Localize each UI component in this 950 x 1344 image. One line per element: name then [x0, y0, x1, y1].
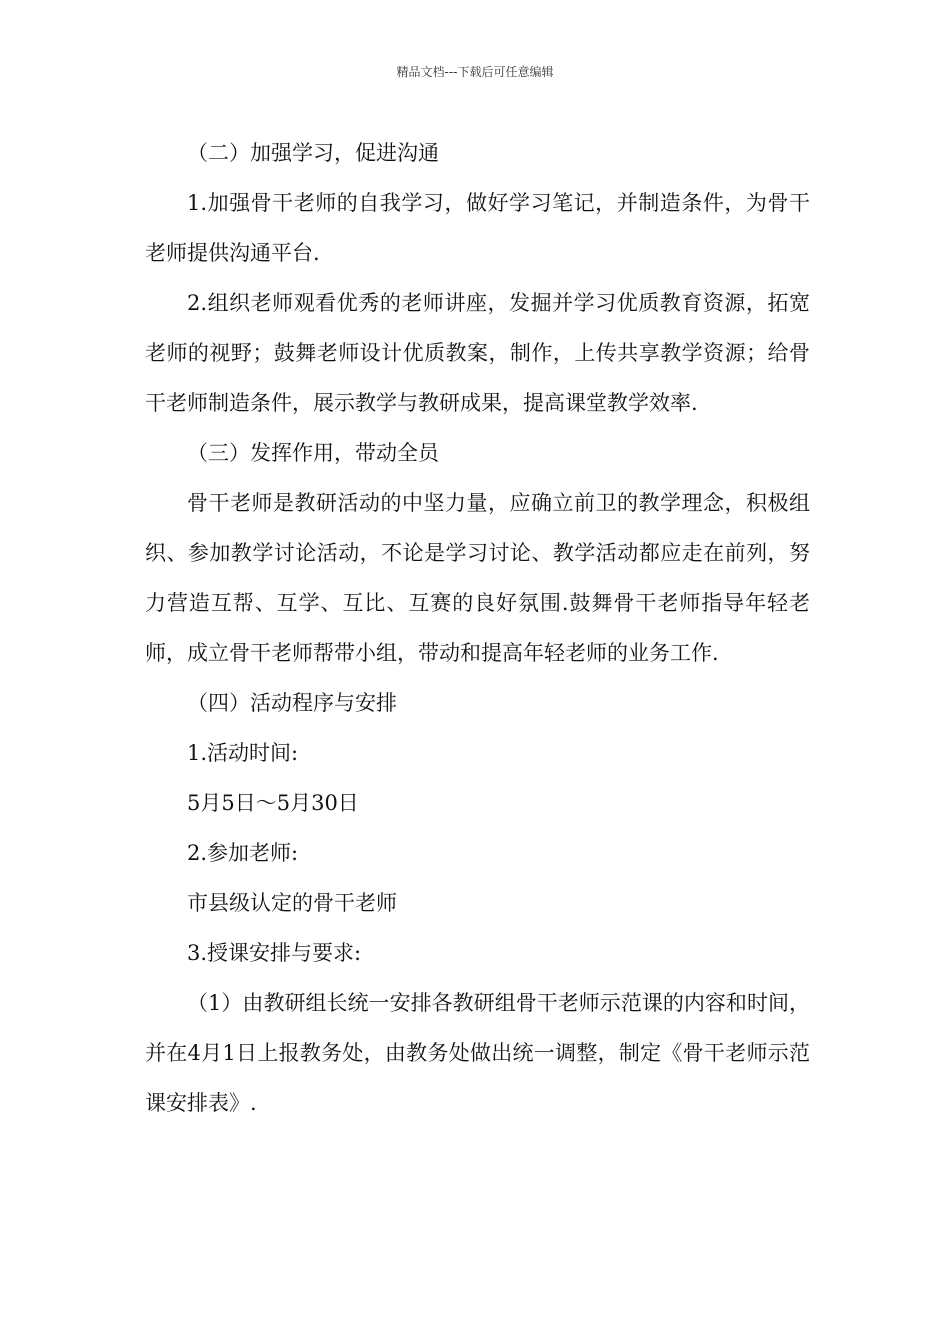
- section-heading-3: （三）发挥作用，带动全员: [187, 441, 439, 465]
- list-item-label: 2.参加老师:: [187, 841, 299, 865]
- paragraph: 骨干老师是教研活动的中坚力量，应确立前卫的教学理念，积极组织、参加教学讨论活动，不论是学习讨论、教学活动都应走在前列，努力营造互帮、互学、互比、互赛的良好氛围.鼓舞骨干老师指导年轻老师，成立骨干老师帮带小组，带动和提高年轻老师的业务工作.: [145, 491, 810, 665]
- document-body: [145, 128, 810, 1128]
- section-heading-2: （二）加强学习，促进沟通: [187, 141, 439, 165]
- paragraph: 1.加强骨干老师的自我学习，做好学习笔记，并制造条件，为骨干老师提供沟通平台.: [145, 191, 810, 265]
- section-heading-4: （四）活动程序与安排: [187, 691, 397, 715]
- activity-date-range: 5月5日～5月30日: [187, 791, 359, 815]
- list-item-label: 3.授课安排与要求:: [187, 941, 362, 965]
- page-header: 精品文档---下载后可任意编辑: [396, 65, 554, 79]
- paragraph: （1）由教研组长统一安排各教研组骨干老师示范课的内容和时间，并在4月1日上报教务处，由教务处做出统一调整，制定《骨干老师示范课安排表》.: [145, 991, 810, 1115]
- list-item-label: 1.活动时间:: [187, 741, 299, 765]
- paragraph: 2.组织老师观看优秀的老师讲座，发掘并学习优质教育资源，拓宽老师的视野；鼓舞老师设计优质教案，制作，上传共享教学资源；给骨干老师制造条件，展示教学与教研成果，提高课堂教学效率.: [145, 291, 810, 415]
- participants: 市县级认定的骨干老师: [187, 891, 397, 915]
